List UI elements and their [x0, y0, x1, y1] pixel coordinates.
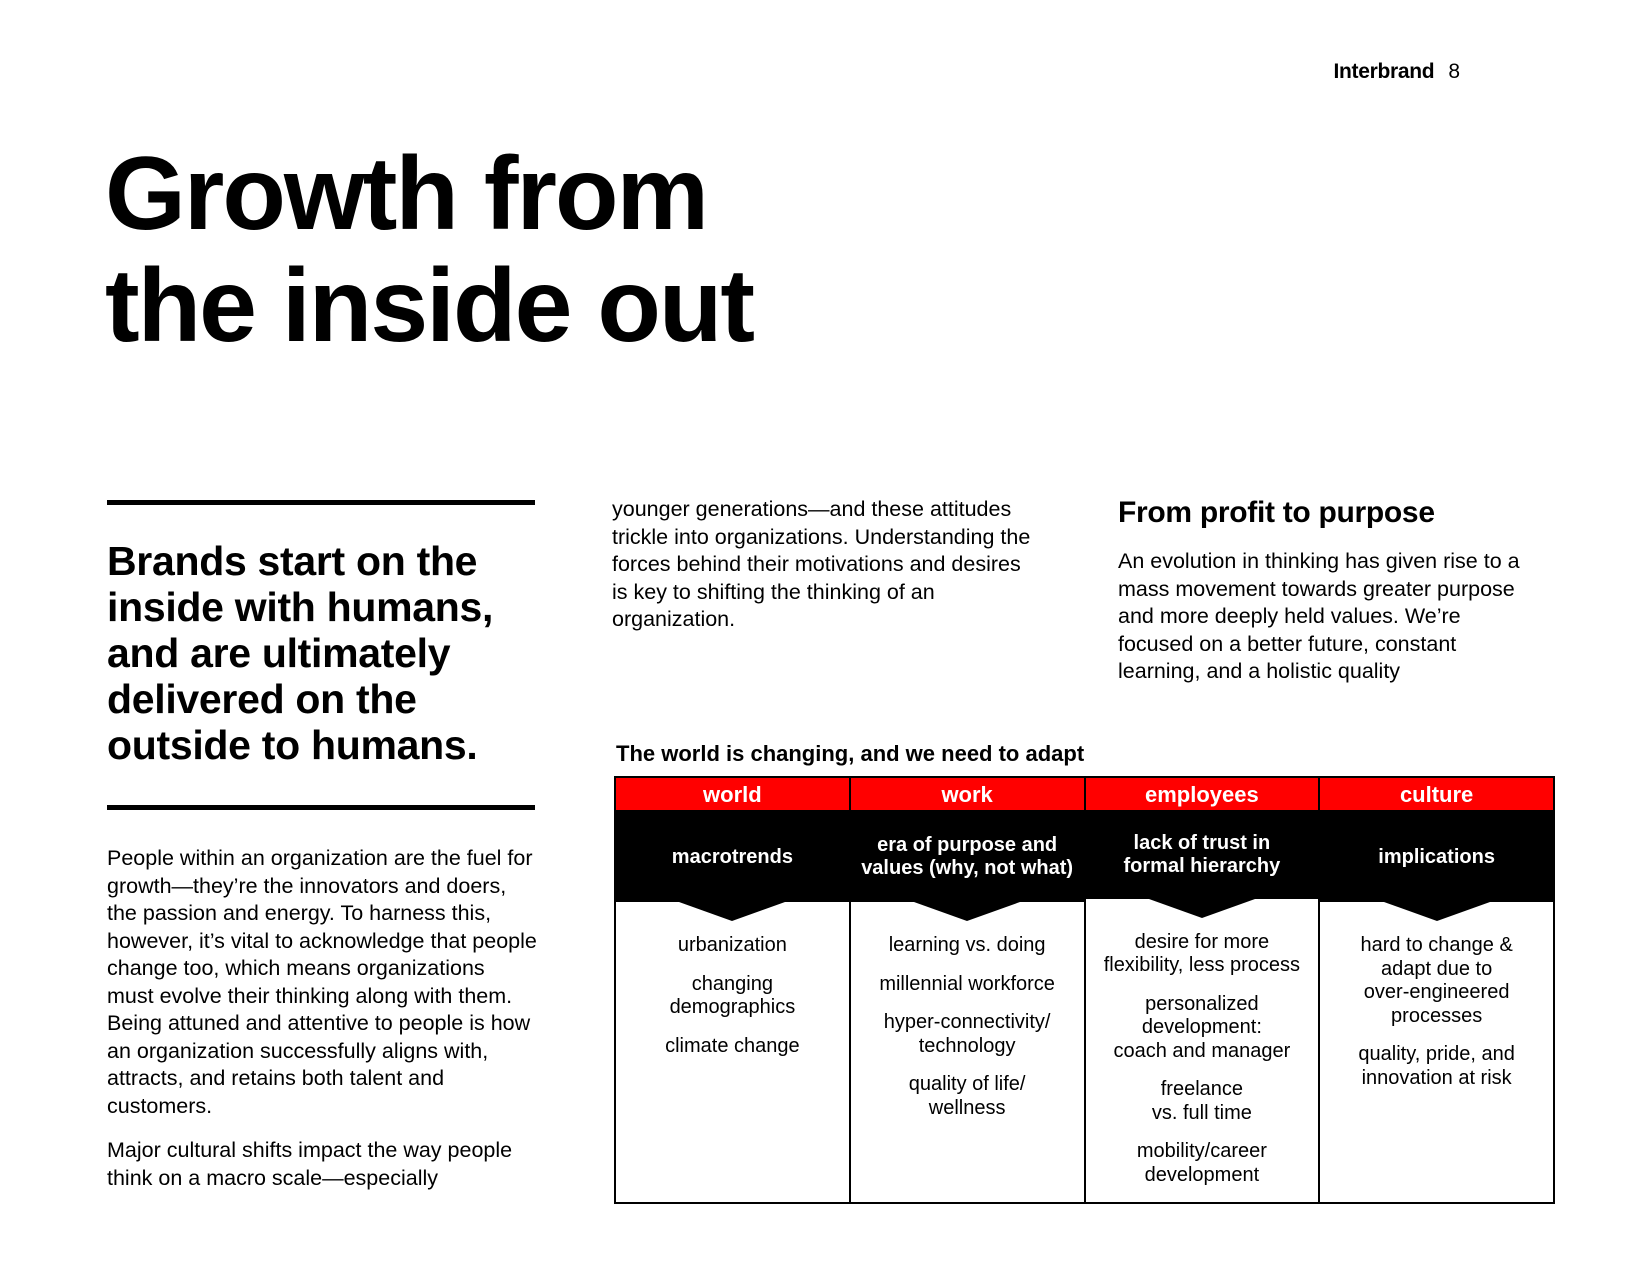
side-heading: From profit to purpose — [1118, 496, 1435, 529]
table-title: The world is changing, and we need to adapt — [616, 741, 1085, 766]
list-item: millennial workforce — [879, 972, 1055, 995]
divider-bottom — [107, 805, 535, 810]
page-number: 8 — [1448, 60, 1460, 83]
column-header: employees — [1086, 778, 1319, 812]
column-items — [851, 902, 1084, 1135]
title-line-1: Growth from — [105, 136, 707, 252]
list-item: urbanization — [677, 934, 787, 956]
page-title — [105, 138, 753, 362]
column-header: work — [851, 778, 1084, 812]
list-item: hard to change & adapt due to over-engineered processes — [1360, 934, 1513, 1027]
page-header — [1333, 60, 1460, 84]
column-subheader — [851, 812, 1084, 902]
side-paragraph: An evolution in thinking has given rise to a mass movement towards greater purpose and more deeply held values. We’re focused on a better future, constant learning, and a holistic quality — [1118, 549, 1520, 683]
list-item: quality, pride, and innovation at risk — [1358, 1043, 1515, 1089]
list-item: mobility/career development — [1136, 1140, 1267, 1186]
brand-logo: Interbrand — [1333, 60, 1435, 83]
pull-quote: Brands start on the inside with humans, and are ultimately delivered on the outside to humans. — [107, 538, 494, 768]
column-subheader — [616, 812, 849, 902]
list-item: hyper-connectivity/ technology — [883, 1011, 1051, 1057]
chevron-down-icon — [914, 902, 1020, 921]
column-items — [1086, 899, 1319, 1203]
column-subheader — [1320, 812, 1553, 902]
side-column — [1118, 496, 1538, 686]
divider-top — [107, 500, 535, 505]
column-subheader-label: macrotrends — [671, 845, 793, 868]
table-column-work — [849, 778, 1084, 1202]
column-header: world — [616, 778, 849, 812]
body-paragraph-1: People within an organization are the fuel for growth—they’re the innovators and doers, the passion and energy. To harness this, however, it’s vital to acknowledge that people change too, which means organizations must evolve their thinking along with them. Being attuned and attentive to people is how an organization successfully aligns with, attracts, and retains both talent and customers. — [107, 846, 537, 1118]
column-items — [616, 902, 849, 1073]
list-item: personalized development: coach and manager — [1113, 992, 1291, 1062]
chevron-down-icon — [1384, 902, 1490, 921]
column-subheader-label: era of purpose and values (why, not what) — [861, 834, 1074, 879]
column-items — [1320, 902, 1553, 1105]
chevron-down-icon — [1149, 899, 1255, 918]
column-subheader-label: lack of trust in formal hierarchy — [1123, 832, 1281, 878]
table-column-culture — [1318, 778, 1553, 1202]
list-item: climate change — [665, 1034, 800, 1057]
list-item: quality of life/ wellness — [908, 1073, 1026, 1119]
list-item: desire for more flexibility, less process — [1103, 930, 1301, 976]
body-paragraph-3: younger generations—and these attitudes trickle into organizations. Understanding the forces behind their motivations and desires is key to shifting the thinking of an organization. — [612, 497, 1031, 631]
body-column-2 — [612, 496, 1042, 634]
list-item: learning vs. doing — [888, 934, 1046, 956]
column-subheader-label: implications — [1378, 845, 1495, 868]
table-column-employees — [1084, 778, 1319, 1202]
chevron-down-icon — [679, 902, 785, 921]
column-header: culture — [1320, 778, 1553, 812]
body-paragraph-2: Major cultural shifts impact the way people think on a macro scale—especially — [107, 1138, 513, 1190]
table-column-world — [616, 778, 849, 1202]
trends-table — [614, 776, 1555, 1204]
body-column-1 — [107, 845, 537, 1192]
column-subheader — [1086, 812, 1319, 899]
list-item: changing demographics — [669, 972, 796, 1018]
title-line-2: the inside out — [105, 248, 753, 364]
list-item: freelance vs. full time — [1151, 1078, 1252, 1124]
